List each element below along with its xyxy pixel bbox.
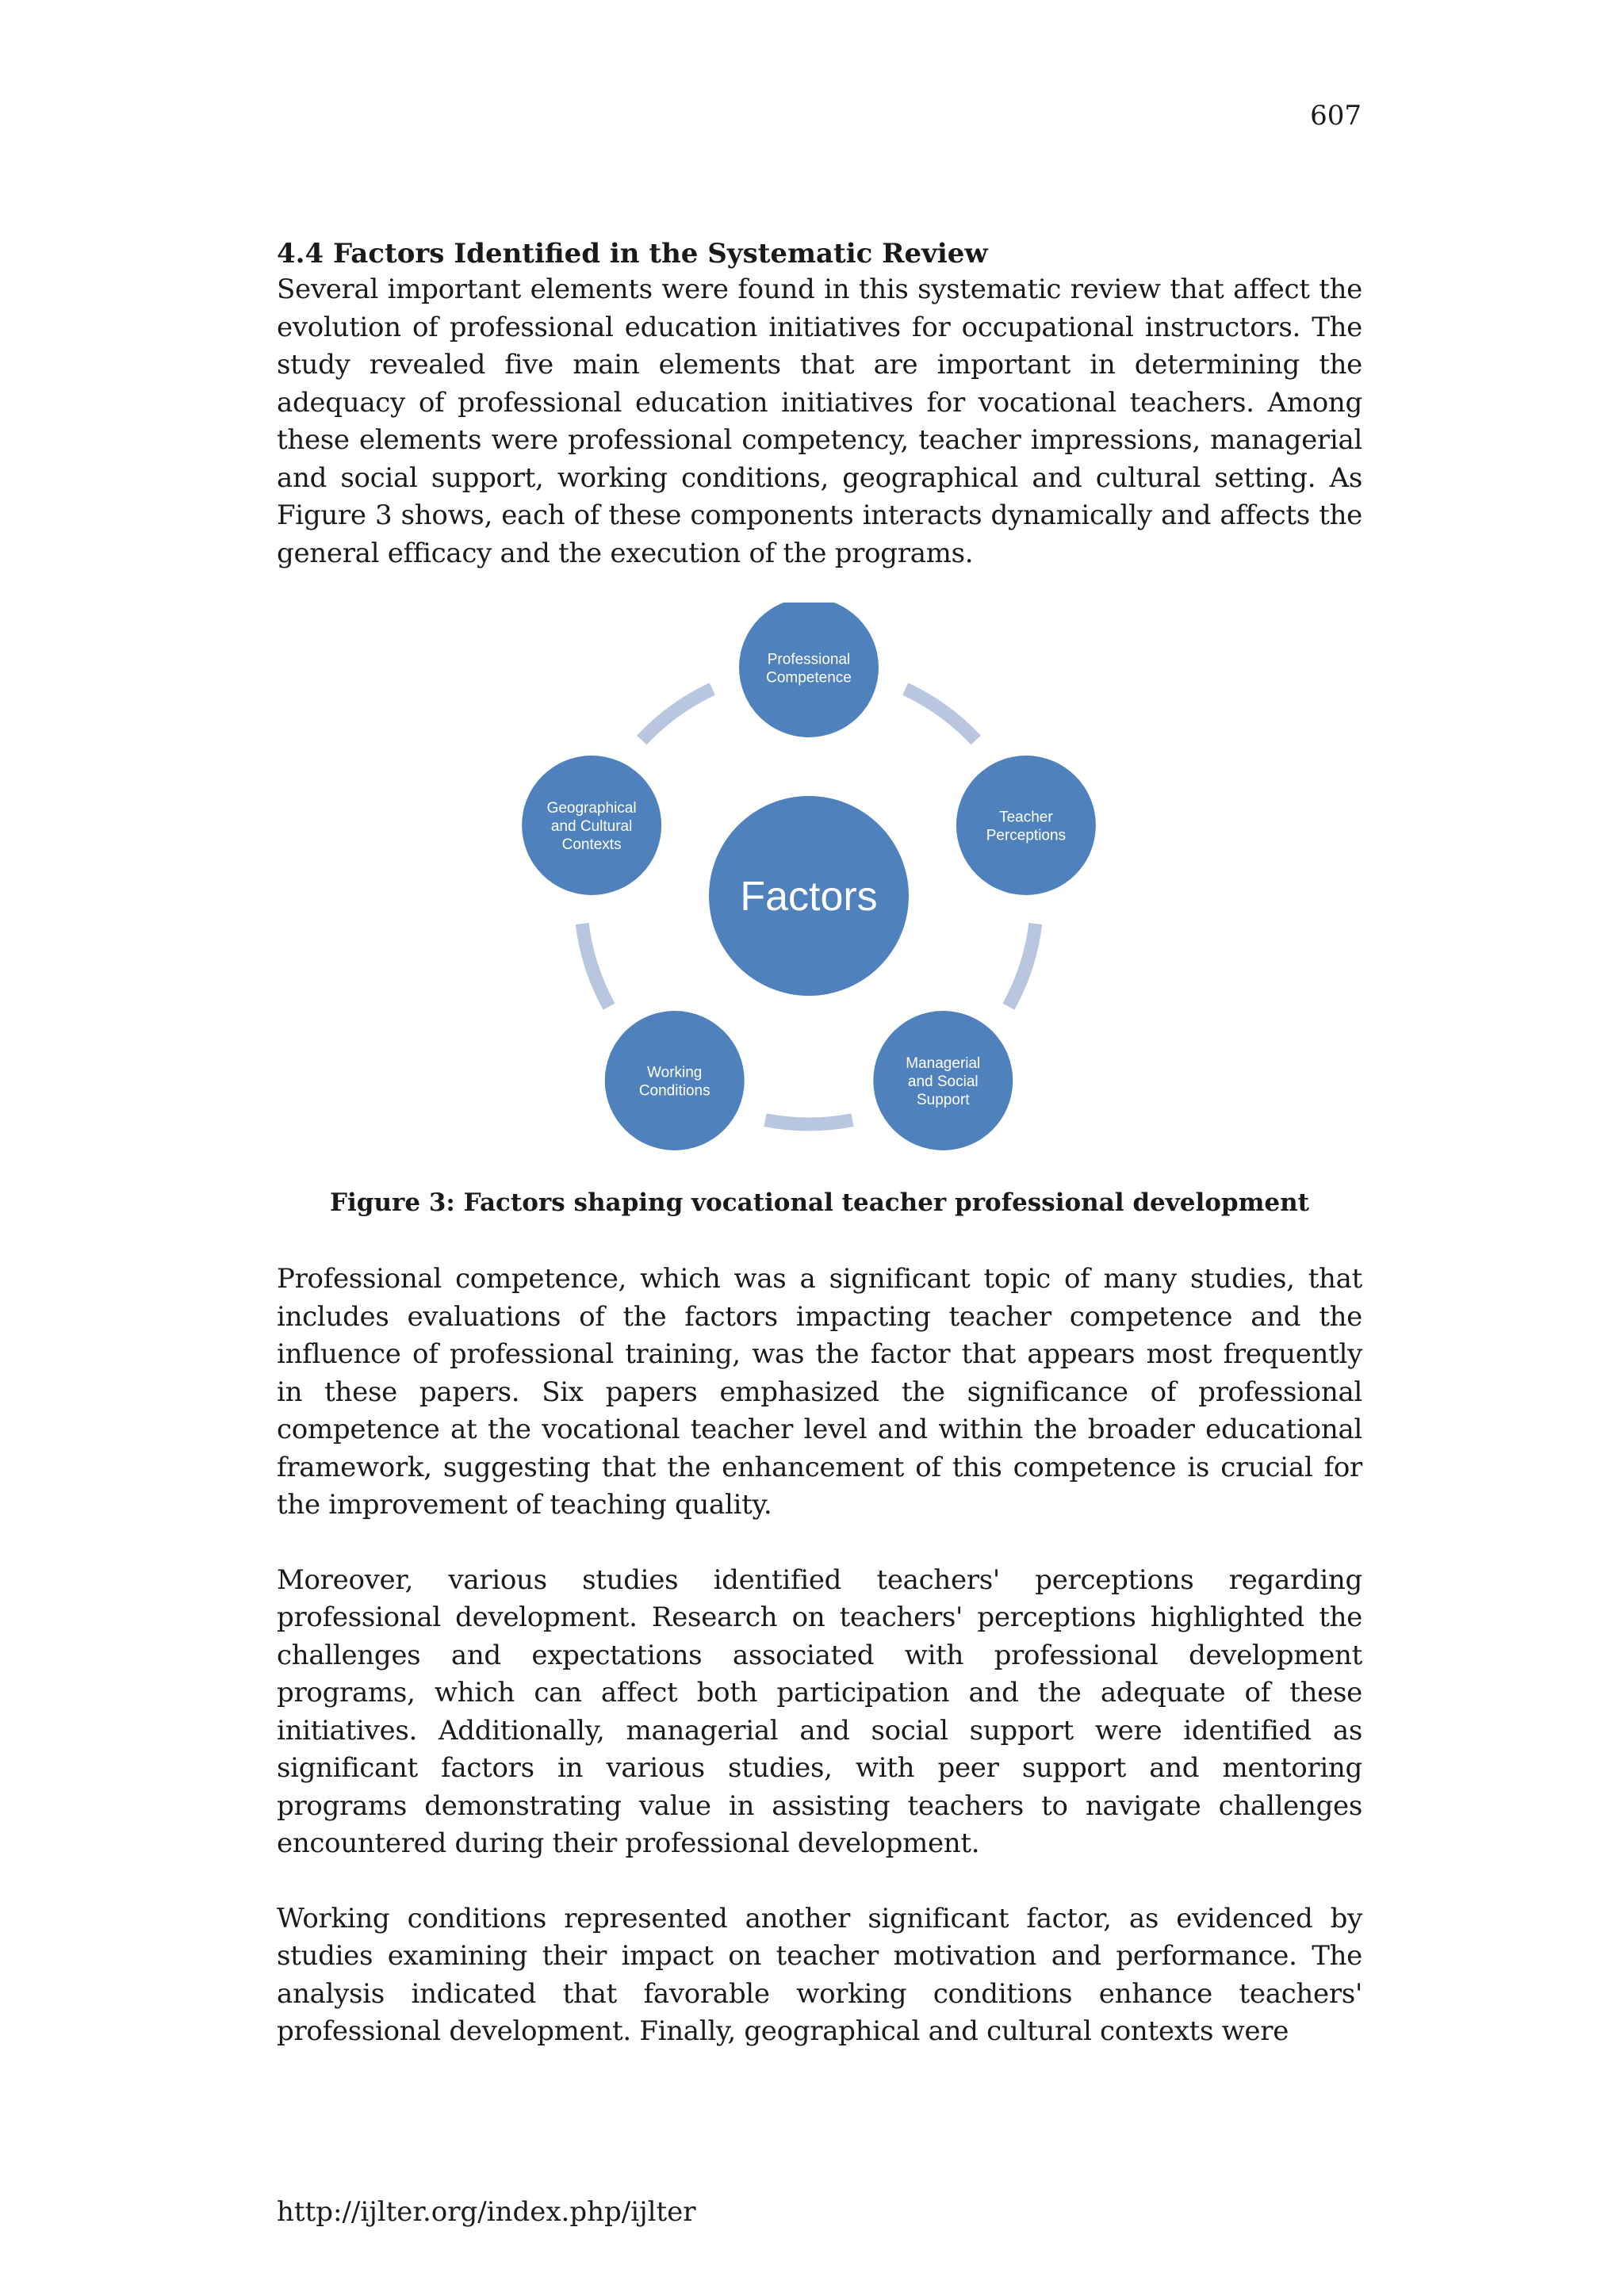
section-heading: 4.4 Factors Identified in the Systematic Review — [277, 238, 988, 270]
factor-node-label: Working — [647, 1064, 703, 1081]
body-text — [277, 1261, 1362, 2051]
section-intro — [277, 236, 1362, 572]
body-paragraph-3: Working conditions represented another significant factor, as evidenced by studies examining their impact on teacher motivation and performance. The analysis indicated that favorable working conditions enhance teachers' professional development. Finally, geographical and cultural contexts were — [277, 1902, 1362, 2047]
factor-node-label: Teacher — [999, 809, 1053, 826]
center-node-label: Factors — [740, 874, 878, 920]
body-paragraph-2: Moreover, various studies identified teachers' perceptions regarding professional development. Research on teachers' perceptions highlighted the challenges and expectations associated with professional development programs, which can affect both participation and the adequate of these initiatives. Additionally, managerial and social support were identified as significant factors in various studies, with peer support and mentoring programs demonstrating value in assisting teachers to navigate challenges encountered during their professional development. — [277, 1563, 1362, 1859]
page-number: 607 — [1310, 100, 1362, 132]
factor-node-label: Conditions — [638, 1082, 710, 1100]
connector-arc — [765, 1120, 852, 1124]
factor-node-label: Geographical — [546, 800, 637, 817]
factor-node-label: Contexts — [561, 836, 622, 854]
factor-node-label: Perceptions — [986, 827, 1067, 844]
body-paragraph-1: Professional competence, which was a significant topic of many studies, that includes evaluations of the factors impacting teacher competence and the influence of professional training, was the factor that appears most frequently in these papers. Six papers emphasized the significance of professional competence at the vocational teacher level and within the broader educational framework, suggesting that the enhancement of this competence is crucial for the improvement of teaching quality. — [277, 1263, 1362, 1521]
connector-arc — [582, 924, 609, 1007]
connector-arc — [906, 689, 976, 740]
factor-node-label: and Cultural — [550, 818, 633, 836]
intro-paragraph: Several important elements were found in this systematic review that affect the evolution of professional education initiatives for occupational instructors. The study revealed five main elements that are important in determining the adequacy of professional education initiatives for vocational teachers. Among these elements were professional competency, teacher impressions, managerial and social support, working conditions, geographical and cultural setting. As Figure 3 shows, each of these components interacts dynamically and affects the general efficacy and the execution of the programs. — [277, 274, 1362, 569]
factor-node-label: Competence — [766, 669, 852, 687]
factor-node-label: Professional — [767, 651, 851, 668]
figure-caption: Figure 3: Factors shaping vocational teacher professional development — [330, 1188, 1309, 1217]
factor-node-label: Managerial — [906, 1054, 981, 1072]
factor-node-label: and Social — [907, 1073, 979, 1090]
connector-arc — [1009, 924, 1036, 1007]
footer-url: http://ijlter.org/index.php/ijlter — [277, 2196, 696, 2228]
factors-cycle-svg — [508, 603, 1110, 1158]
factor-node-label: Support — [917, 1091, 970, 1108]
connector-arc — [642, 689, 712, 740]
factors-diagram — [508, 603, 1110, 1158]
